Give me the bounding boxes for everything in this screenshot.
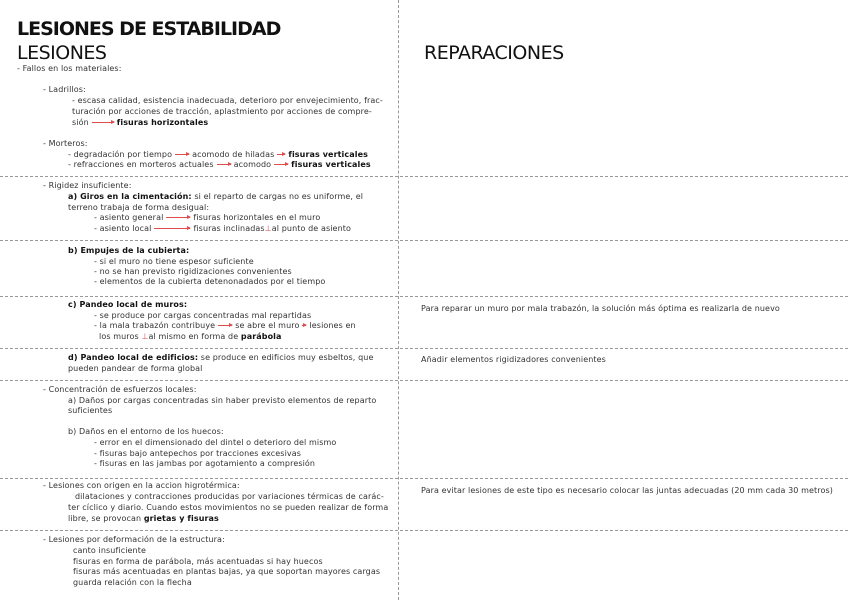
rigidez-a-item: - asiento local fisuras inclinadas⊥al punto de asiento	[94, 224, 351, 233]
morteros-line: - refracciones en morteros actuales acomodo fisuras verticales	[68, 160, 371, 169]
arrow-icon	[166, 217, 190, 218]
section-divider	[0, 380, 848, 381]
rigidez-c-heading: c) Pandeo local de muros:	[68, 300, 188, 309]
rigidez-c-item: los muros ⊥al mismo en forma de parábola	[99, 332, 282, 341]
rigidez-b-item: - no se han previsto rigidizaciones convenientes	[94, 267, 292, 276]
perpendicular-icon: ⊥	[264, 224, 272, 233]
arrow-icon	[277, 154, 285, 155]
reparacion-higrotermico: Para evitar lesiones de este tipo es necesario colocar las juntas adecuadas (20 mm cada 30 metros)	[421, 486, 833, 495]
lesiones-column-title: LESIONES	[17, 42, 107, 64]
section-divider	[0, 296, 848, 297]
ladrillos-line: turación por acciones de tracción, aplastmiento por acciones de compre-	[72, 107, 372, 116]
rigidez-b-heading: b) Empujes de la cubierta:	[68, 246, 190, 255]
morteros-label: - Morteros:	[43, 139, 88, 148]
deformacion-item: canto insuficiente	[73, 546, 146, 555]
deformacion-item: fisuras en forma de parábola, más acentuadas si hay huecos	[73, 557, 323, 566]
rigidez-c-item: - la mala trabazón contribuye se abre el muro lesiones en	[94, 321, 356, 330]
concentracion-b-item: - fisuras bajo antepechos por tracciones excesivas	[94, 449, 301, 458]
arrow-icon	[302, 325, 306, 326]
rigidez-a-item: - asiento general fisuras horizontales en el muro	[94, 213, 321, 222]
rigidez-d-line: pueden pandear de forma global	[68, 364, 203, 373]
higrotermico-line: dilataciones y contracciones producidas por variaciones térmicas de carác-	[75, 492, 384, 501]
rigidez-b-item: - si el muro no tiene espesor suficiente	[94, 257, 254, 266]
ladrillos-line: - escasa calidad, esistencia inadecuada, deterioro por envejecimiento, frac-	[72, 96, 383, 105]
rigidez-b-item: - elementos de la cubierta detenonadados por el tiempo	[94, 277, 326, 286]
arrow-icon	[274, 164, 288, 165]
deformacion-item: fisuras más acentuadas en plantas bajas, ya que soportan mayores cargas	[73, 567, 381, 576]
deformacion-label: - Lesiones por deformación de la estructura:	[43, 535, 225, 544]
rigidez-a-line: terreno trabaja de forma desigual:	[68, 203, 210, 212]
reparaciones-column-title: REPARACIONES	[424, 42, 564, 64]
section-divider	[0, 240, 848, 241]
concentracion-b-item: - error en el dimensionado del dintel o deterioro del mismo	[94, 438, 337, 447]
column-divider	[398, 0, 399, 600]
fallos-label: - Fallos en los materiales:	[17, 64, 122, 73]
section-divider	[0, 478, 848, 479]
concentracion-a-line: suficientes	[68, 406, 113, 415]
morteros-line: - degradación por tiempo acomodo de hiladas fisuras verticales	[68, 150, 368, 159]
concentracion-b-item: - fisuras en las jambas por agotamiento a compresión	[94, 459, 316, 468]
rigidez-d-line: d) Pandeo local de edificios: se produce en edificios muy esbeltos, que	[68, 353, 374, 362]
arrow-icon	[154, 228, 190, 229]
rigidez-label: - Rigidez insuficiente:	[43, 181, 132, 190]
ladrillos-line: sión fisuras horizontales	[72, 118, 209, 127]
higrotermico-label: - Lesiones con origen en la accion higrotérmica:	[43, 481, 240, 490]
section-divider	[0, 530, 848, 531]
rigidez-c-item: - se produce por cargas concentradas mal repartidas	[94, 311, 312, 320]
concentracion-label: - Concentración de esfuerzos locales:	[43, 385, 197, 394]
concentracion-b-heading: b) Daños en el entorno de los huecos:	[68, 427, 224, 436]
ladrillos-label: - Ladrillos:	[43, 85, 86, 94]
rigidez-a-line: a) Giros en la cimentación: si el reparto de cargas no es uniforme, el	[68, 192, 364, 201]
section-divider	[0, 348, 848, 349]
deformacion-item: guarda relación con la flecha	[73, 578, 192, 587]
section-divider	[0, 176, 848, 177]
arrow-icon	[92, 122, 114, 123]
higrotermico-line: libre, se provocan grietas y fisuras	[68, 514, 219, 523]
page-title: LESIONES DE ESTABILIDAD	[17, 18, 281, 40]
concentracion-a-line: a) Daños por cargas concentradas sin haber previsto elementos de reparto	[68, 396, 377, 405]
arrow-icon	[218, 325, 232, 326]
arrow-icon	[175, 154, 189, 155]
reparacion-pandeo-muros: Para reparar un muro por mala trabazón, la solución más óptima es realizarla de nuevo	[421, 304, 780, 313]
perpendicular-icon: ⊥	[141, 332, 149, 341]
higrotermico-line: ter cíclico y diario. Cuando estos movimientos no se pueden realizar de forma	[68, 503, 389, 512]
reparacion-pandeo-edificios: Añadir elementos rigidizadores convenientes	[421, 355, 606, 364]
arrow-icon	[217, 164, 231, 165]
